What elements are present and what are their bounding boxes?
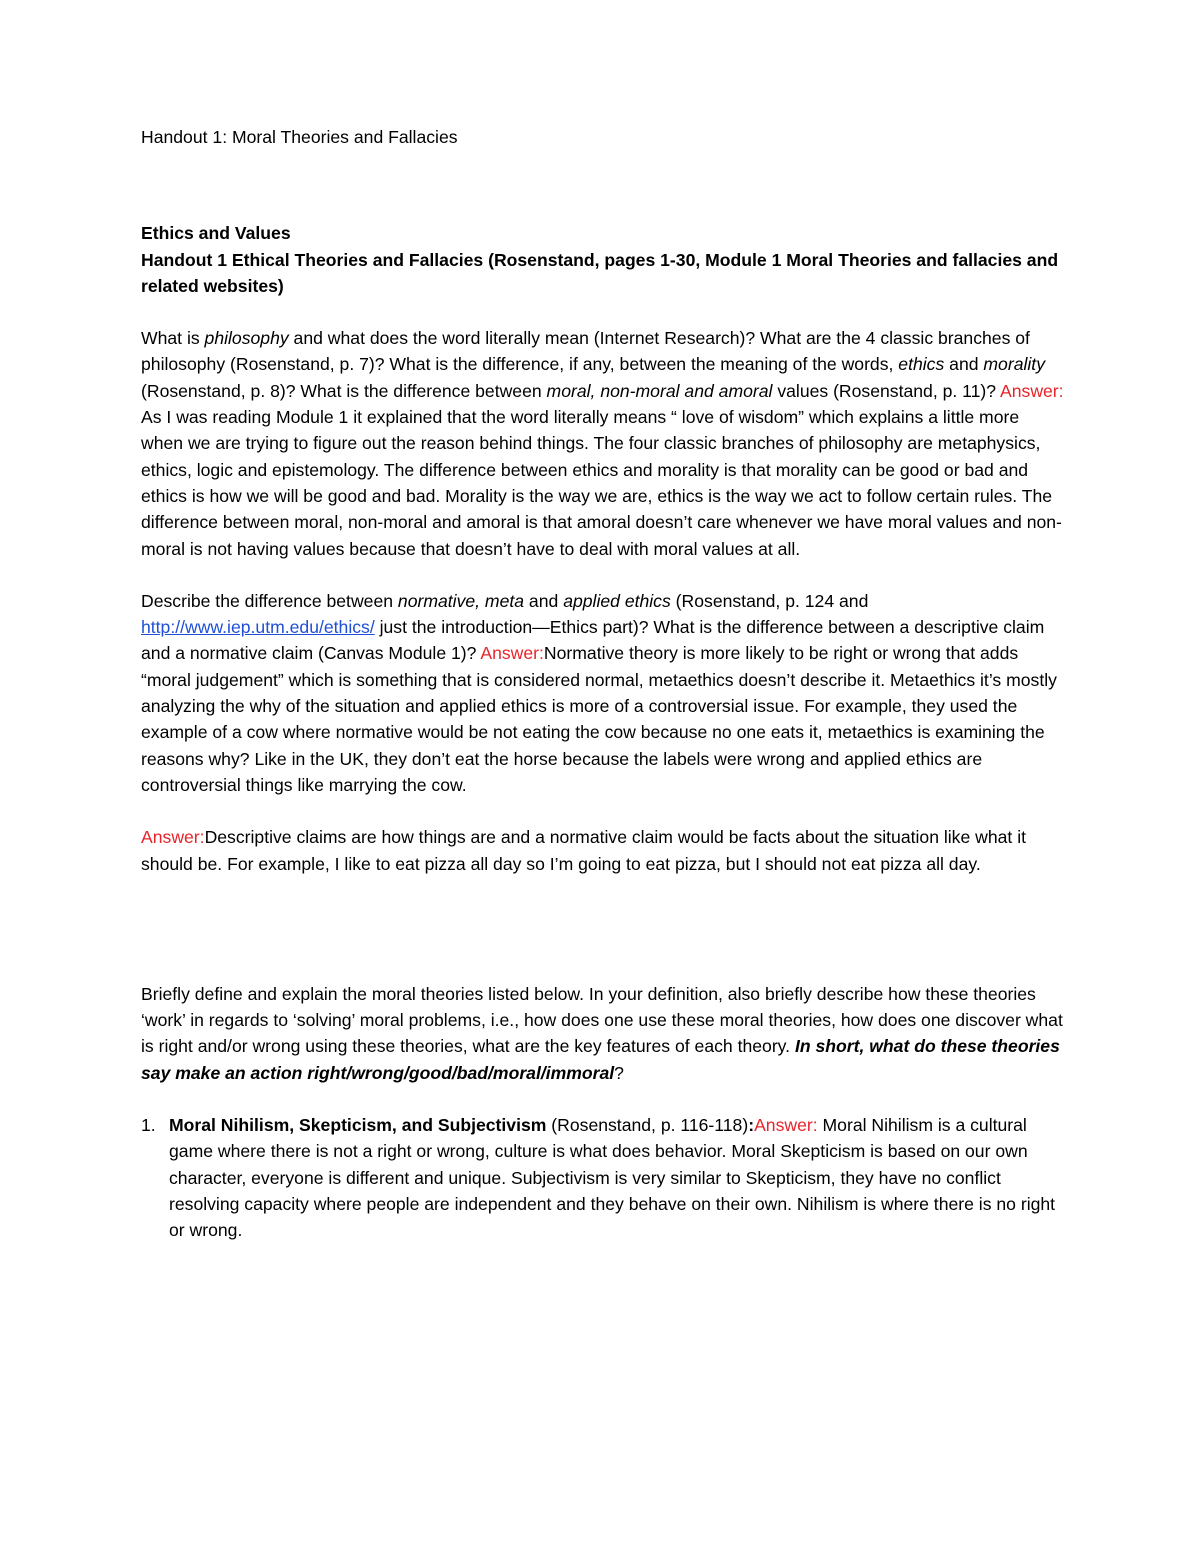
answer-3-text: Descriptive claims are how things are and a normative claim would be facts about the situation like what it should be. For example, I like to eat pizza all day so I’m going to eat pizza, but I should not eat pizza all day. [141,827,1027,874]
answer-3-paragraph [141,824,1066,877]
handout-heading: Handout 1 Ethical Theories and Fallacies (Rosenstand, pages 1-30, Module 1 Moral Theories and fallacies and related websites) [141,249,1059,296]
question-4-paragraph: Briefly define and explain the moral theories listed below. In your definition, also briefly describe how these theories ‘work’ in regards to ‘solving’ moral problems, i.e., how does one use these moral theories, how does one discover what is right and/or wrong using these theories, what are the key features of each theory. In short, what do these theories say make an action right/wrong/good/bad/moral/immoral? [141,983,1063,1083]
answer-label: Answer: [141,827,205,848]
answer-label: Answer: [1000,380,1064,401]
term-normative-meta: normative, meta [397,590,525,611]
course-title: Ethics and Values [141,223,291,244]
list-item-number: 1. [141,1115,156,1136]
answer-2-text: Normative theory is more likely to be right or wrong that adds “moral judgement” which is something that is considered normal, metaethics doesn’t describe it. Metaethics it’s mostly analyzing the why of the situation and applied ethics is more of a controversial issue. For example, they used the example of a cow where normative would be not eating the cow because no one eats it, metaethics is examining the reasons why? Like in the UK, they don’t eat the horse because the labels were wrong and applied ethics are controversial things like marrying the cow. [141,643,1057,795]
theories-list [141,1112,1066,1243]
emphasis-text: In short, what do these theories say make an action right/wrong/good/bad/moral/immoral [141,1036,1060,1083]
answer-label: Answer: [754,1115,818,1136]
list-item-title: Moral Nihilism, Skepticism, and Subjectivism [169,1115,547,1136]
document-title: Handout 1: Moral Theories and Fallacies [141,127,458,147]
term-moral-types: moral, non-moral and amoral [546,380,773,401]
term-applied-ethics: applied ethics [563,590,671,611]
question-1-paragraph: What is philosophy and what does the word literally mean (Internet Research)? What are the 4 classic branches of philosophy (Rosenstand, p. 7)? What is the difference, if any, between the meaning of the words, ethics and morality (Rosenstand, p. 8)? What is the difference between moral, non-moral and amoral values (Rosenstand, p. 11)? Answer: As I was reading Module 1 it explained that the word literally means “ love of wisdom” which explains a little more when we are trying to figure out the reason behind things. The four classic branches of philosophy are metaphysics, ethics, logic and epistemology. The difference between ethics and morality is that morality can be good or bad and ethics is how we will be good and bad. Morality is the way we are, ethics is the way we act to follow certain rules. The difference between moral, non-moral and amoral is that amoral doesn’t care whenever we have moral values and non-moral is not having values because that doesn’t have to deal with moral values at all. [141,328,1064,559]
term-morality: morality [983,354,1045,375]
iep-ethics-link[interactable]: http://www.iep.utm.edu/ethics/ [141,617,375,638]
document-body [141,124,1066,1244]
term-philosophy: philosophy [204,328,289,349]
answer-label: Answer: [480,643,544,664]
term-ethics: ethics [898,354,945,375]
list-item-reference: (Rosenstand, p. 116-118) [546,1115,749,1136]
question-2-paragraph: Describe the difference between normative, meta and applied ethics (Rosenstand, p. 124 and http://www.iep.utm.edu/ethics/ just the introduction—Ethics part)? What is the difference between a descriptive claim and a normative claim (Canvas Module 1)? Answer:Normative theory is more likely to be right or wrong that adds “moral judgement” which is something that is considered normal, metaethics doesn’t describe it. Metaethics it’s mostly analyzing the why of the situation and applied ethics is more of a controversial issue. For example, they used the example of a cow where normative would be not eating the cow because no one eats it, metaethics is examining the reasons why? Like in the UK, they don’t eat the horse because the labels were wrong and applied ethics are controversial things like marrying the cow. [141,590,1057,795]
list-item: 1. Moral Nihilism, Skepticism, and Subjectivism (Rosenstand, p. 116-118):Answer: Moral Nihilism is a cultural game where there is not a right or wrong, culture is what does behavior. Moral Skepticism is based on our own character, everyone is different and unique. Subjectivism is very similar to Skepticism, they have no conflict resolving capacity where people are independent and they behave on their own. Nihilism is where there is no right or wrong. [141,1112,1066,1243]
answer-1-text: As I was reading Module 1 it explained that the word literally means “ love of wisdom” which explains a little more when we are trying to figure out the reason behind things. The four classic branches of philosophy are metaphysics, ethics, logic and epistemology. The difference between ethics and morality is that morality can be good or bad and ethics is how we will be good and bad. Morality is the way we are, ethics is the way we act to follow certain rules. The difference between moral, non-moral and amoral is that amoral doesn’t care whenever we have moral values and non-moral is not having values because that doesn’t have to deal with moral values at all. [141,407,1062,559]
list-item-answer: Moral Nihilism is a cultural game where there is not a right or wrong, culture is what does behavior. Moral Skepticism is based on our own character, everyone is different and unique. Subjectivism is very similar to Skepticism, they have no conflict resolving capacity where people are independent and they behave on their own. Nihilism is where there is no right or wrong. [169,1115,1056,1241]
